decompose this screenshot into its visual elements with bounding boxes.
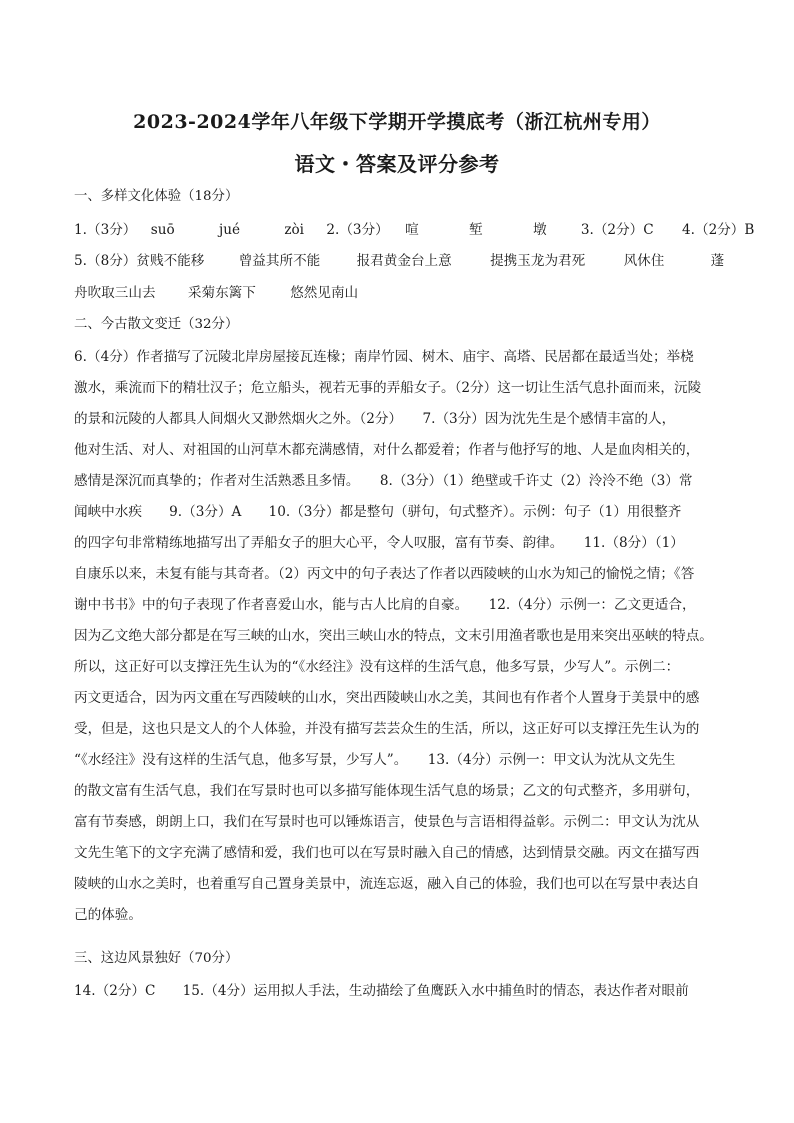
pinyin-1: suō (150, 222, 175, 238)
q5-answer-4: 提携玉龙为君死 (490, 253, 586, 269)
q5-answer-7: 舟吹取三山去 (74, 285, 156, 301)
section2-line: 6.（4分）作者描写了沅陵北岸房屋接瓦连椽；南岸竹园、树木、庙宇、高塔、民居都在最适当处；举桡 (74, 349, 694, 365)
pinyin-3: zòi (284, 222, 305, 238)
section2-line: “《水经注》没有这样的生活气息，他多写景，少写人”。 13.（4分）示例一：甲文认为沈从文先生 (74, 752, 676, 768)
section2-line: 的景和沅陵的人都具人间烟火又渺然烟火之外。（2分） 7.（3分）因为沈先生是个感情丰富的人， (74, 411, 676, 427)
q5-answer-2: 曾益其所不能 (238, 253, 321, 269)
q5-answer-5: 风休住 (623, 253, 665, 269)
section2-line: 己的体验。 (74, 907, 142, 923)
q5-answer-1: 5.（8分）贫贱不能移 (74, 253, 205, 269)
section2-line: 感情是深沉而真挚的；作者对生活熟悉且多情。 8.（3分）（1）绝壁或千许丈（2）泠泠不绝（3）常 (74, 473, 693, 489)
char-1: 喧 (405, 222, 419, 238)
section1-line3 (74, 284, 722, 302)
section2-line: 的四字句非常精练地描写出了弄船女子的胆大心平，令人叹服，富有节奏、韵律。 11.（8分）（1） (74, 535, 684, 551)
section2-line: 所以，这正好可以支撑汪先生认为的“《水经注》没有这样的生活气息，他多写景，少写人”。示例二： (74, 659, 680, 675)
section2-line: 闻峡中水疾 9.（3分）A 10.（3分）都是整句（骈句，句式整齐）。示例：句子（1）用很整齐 (74, 504, 682, 520)
section2-line: 富有节奏感，朗朗上口，我们在写景时也可以锤炼语言，使景色与言语相得益彰。示例二：甲文认为沈从 (74, 814, 700, 830)
q5-answer-8: 采菊东篱下 (187, 285, 256, 301)
pinyin-2: jué (218, 222, 240, 238)
section1-line2 (74, 252, 725, 270)
q1-label: 1.（3分） (74, 222, 137, 238)
section1-heading: 一、多样文化体验（18分） (74, 189, 239, 204)
section2-line: 陵峡的山水之美时，也着重写自己置身美景中，流连忘返，融入自己的体验，我们也可以在写景中表达自 (74, 876, 700, 892)
section3-heading: 三、这边风景独好（70分） (74, 951, 239, 966)
q5-answer-6: 蓬 (710, 253, 725, 269)
section2-line: 受，但是，这也只是文人的个人体验，并没有描写芸芸众生的生活，所以，这正好可以支撑汪先生认为的 (74, 721, 700, 737)
section2-line: 激水，乘流而下的精壮汉子；危立船头，视若无事的弄船女子。（2分）这一切让生活气息扑面而来，沅陵 (74, 380, 702, 396)
section2-line: 丙文更适合，因为丙文重在写西陵峡的山水，突出西陵峡山水之美，其间也有作者个人置身于美景中的感 (74, 690, 700, 706)
q2-label: 2.（3分） (326, 222, 389, 238)
section2-line: 的散文富有生活气息，我们在写景时也可以多描写能体现生活气息的场景；乙文的句式整齐，多用骈句， (74, 783, 700, 799)
section2-line: 自康乐以来，未复有能与其奇者。（2）丙文中的句子表达了作者以西陵峡的山水为知己的愉悦之情；《答 (74, 566, 695, 582)
char-2: 堑 (469, 222, 483, 238)
section2-line: 文先生笔下的文字充满了感情和爱，我们也可以在写景时融入自己的情感，达到情景交融。丙文在描写西 (74, 845, 700, 861)
q4-answer: 4.（2分）B (682, 222, 755, 238)
section3-line: 14.（2分）C 15.（4分）运用拟人手法，生动描绘了鱼鹰跃入水中捕鱼时的情态，表达作者对眼前 (74, 983, 689, 999)
section2-heading: 二、今古散文变迁（32分） (74, 317, 239, 332)
section2-line: 他对生活、对人、对祖国的山河草木都充满感情，对什么都爱着；作者与他抒写的地、人是血肉相关的， (74, 442, 700, 458)
q3-answer: 3.（2分）C (580, 222, 654, 238)
q5-answer-9: 悠然见南山 (290, 285, 359, 301)
q5-answer-3: 报君黄金台上意 (356, 253, 452, 269)
section1-line1 (74, 221, 755, 239)
page-title: 2023-2024学年八年级下学期开学摸底考（浙江杭州专用） (133, 111, 661, 133)
section2-line: 因为乙文绝大部分都是在写三峡的山水，突出三峡山水的特点，文末引用渔者歌也是用来突出巫峡的特点。 (74, 628, 713, 644)
page-subtitle: 语文・答案及评分参考 (294, 152, 500, 176)
section2-line: 谢中书书》中的句子表现了作者喜爱山水，能与古人比肩的自豪。 12.（4分）示例一：乙文更适合， (74, 597, 696, 613)
char-3: 墩 (532, 222, 547, 238)
